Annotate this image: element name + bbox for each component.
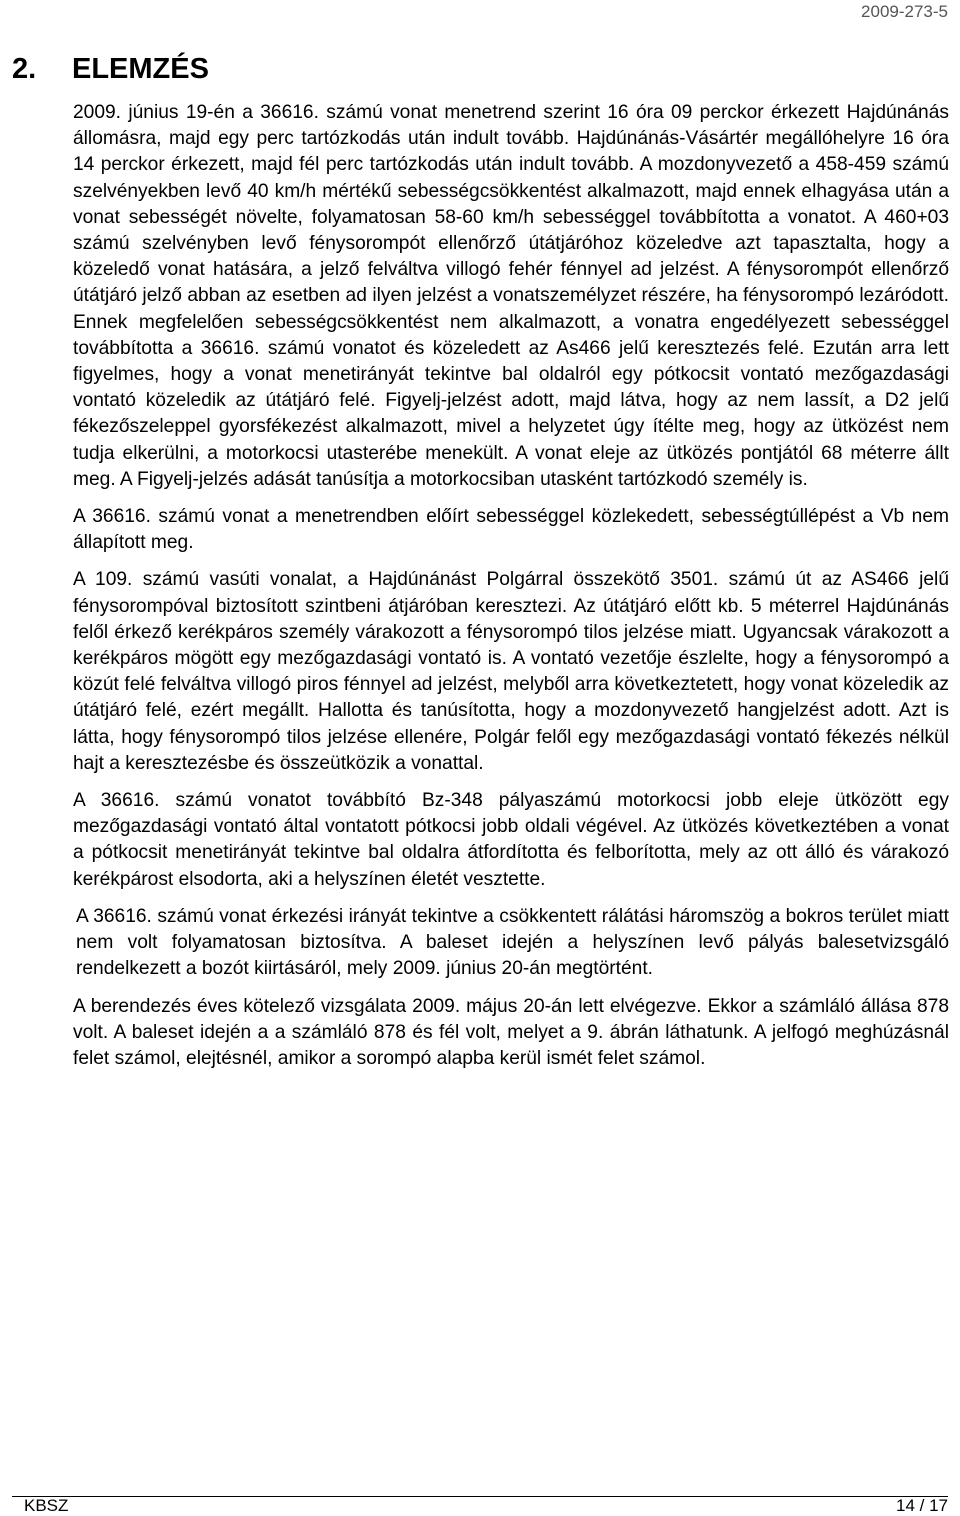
paragraph-collision: A 36616. számú vonatot továbbító Bz-348 pályaszámú motorkocsi jobb eleje ütközött egy mezőgazdasági vontató által vontatott pótkocsi jobb oldali végével. Az ütközés következtében a vonat a pótkocsit menetirányát tekintve bal oldalra átfordította és felborította, mely az ott álló és várakozó kerékpárost elsodorta, aki a helyszínen életét vesztette. bbox=[73, 790, 949, 890]
paragraph-event-description: 2009. június 19-én a 36616. számú vonat menetrend szerint 16 óra 09 perckor érkezett Hajdúnánás állomásra, majd egy perc tartózkodás után indult tovább. Hajdúnánás-Vásártér megállóhelyre 16 óra 14 perckor érkezett, majd fél perc tartózkodás után indult tovább. A mozdonyvezető a 458-459 számú szelvényekben levő 40 km/h mértékű sebességcsökkentést alkalmazott, majd ennek elhagyása után a vonat sebességét növelte, folyamatosan 58-60 km/h sebességgel továbbította a vonatot. A 460+03 számú szelvényben levő fénysorompót ellenőrző útátjáróhoz közeledve azt tapasztalta, hogy a közeledő vonat hatására, a jelző felváltva villogó fehér fénnyel ad jelzést. A fénysorompót ellenőrző útátjáró jelző abban az esetben ad ilyen jelzést a vonatszemélyzet részére, ha fénysorompó lezáródott. Ennek megfelelően sebességcsökkentést nem alkalmazott, a vonatra engedélyezett sebességgel továbbította a 36616. számú vonatot és közeledett az As466 jelű keresztezés felé. Ezután arra lett figyelmes, hogy a vonat menetirányát tekintve bal oldalról egy pótkocsit vontató mezőgazdasági vontató közeledik az útátjáró felé. Figyelj-jelzést adott, majd látva, hogy az nem lassít, a D2 jelű fékezőszeleppel gyorsfékezést alkalmazott, mivel a helyzetet úgy ítélte meg, hogy az ütközést nem tudja elkerülni, a motorkocsi utasterébe menekült. A vonat eleje az ütközés pontjától 68 méterre állt meg. A Figyelj-jelzés adását tanúsítja a motorkocsiban utasként tartózkodó személy is. bbox=[73, 102, 949, 490]
section-title: ELEMZÉS bbox=[72, 53, 209, 85]
document-body bbox=[73, 100, 949, 1083]
paragraph-crossing-description: A 109. számú vasúti vonalat, a Hajdúnánást Polgárral összekötő 3501. számú út az AS466 jelű fénysorompóval biztosított szintbeni átjáróban keresztezi. Az útátjáró előtt kb. 5 méterrel Hajdúnánás felől érkező kerékpáros személy várakozott a fénysorompó tilos jelzése miatt. Ugyancsak várakozott a kerékpáros mögött egy mezőgazdasági vontató is. A vontató vezetője észlelte, hogy a fénysorompó a közút felé felváltva villogó piros fénnyel ad jelzést, melyből arra következtetett, hogy vonat közeledik az útátjáró felé, ezért megállt. Hallotta és tanúsította, hogy a mozdonyvezető hangjelzést adott. Azt is látta, hogy fénysorompó tilos jelzése ellenére, Polgár felől egy mezőgazdasági vontató fékezés nélkül hajt a keresztezésbe és összeütközik a vonattal. bbox=[73, 569, 949, 774]
footer-organization: KBSZ bbox=[24, 1496, 69, 1515]
paragraph-visibility: A 36616. számú vonat érkezési irányát tekintve a csökkentett rálátási háromszög a bokros terület miatt nem volt folyamatosan biztosítva. A baleset idején a helyszínen levő pályás balesetvizsgáló rendelkezett a bozót kiirtásáról, mely 2009. június 20-án megtörtént. bbox=[76, 905, 949, 980]
document-id: 2009-273-5 bbox=[861, 2, 948, 21]
paragraph-inspection: A berendezés éves kötelező vizsgálata 2009. május 20-án lett elvégezve. Ekkor a számláló állása 878 volt. A baleset idején a a számláló 878 és fél volt, melyet a 9. ábrán láthatunk. A jelfogó meghúzásnál felet számol, elejtésnél, amikor a sorompó alapba kerül ismét felet számol. bbox=[73, 995, 949, 1069]
section-heading bbox=[12, 53, 209, 86]
page-number: 14 / 17 bbox=[896, 1496, 948, 1515]
paragraph-speed-compliance: A 36616. számú vonat a menetrendben előírt sebességgel közlekedett, sebességtúllépést a Vb nem állapított meg. bbox=[73, 506, 949, 554]
footer-divider bbox=[12, 1496, 948, 1497]
section-number: 2. bbox=[12, 53, 37, 85]
